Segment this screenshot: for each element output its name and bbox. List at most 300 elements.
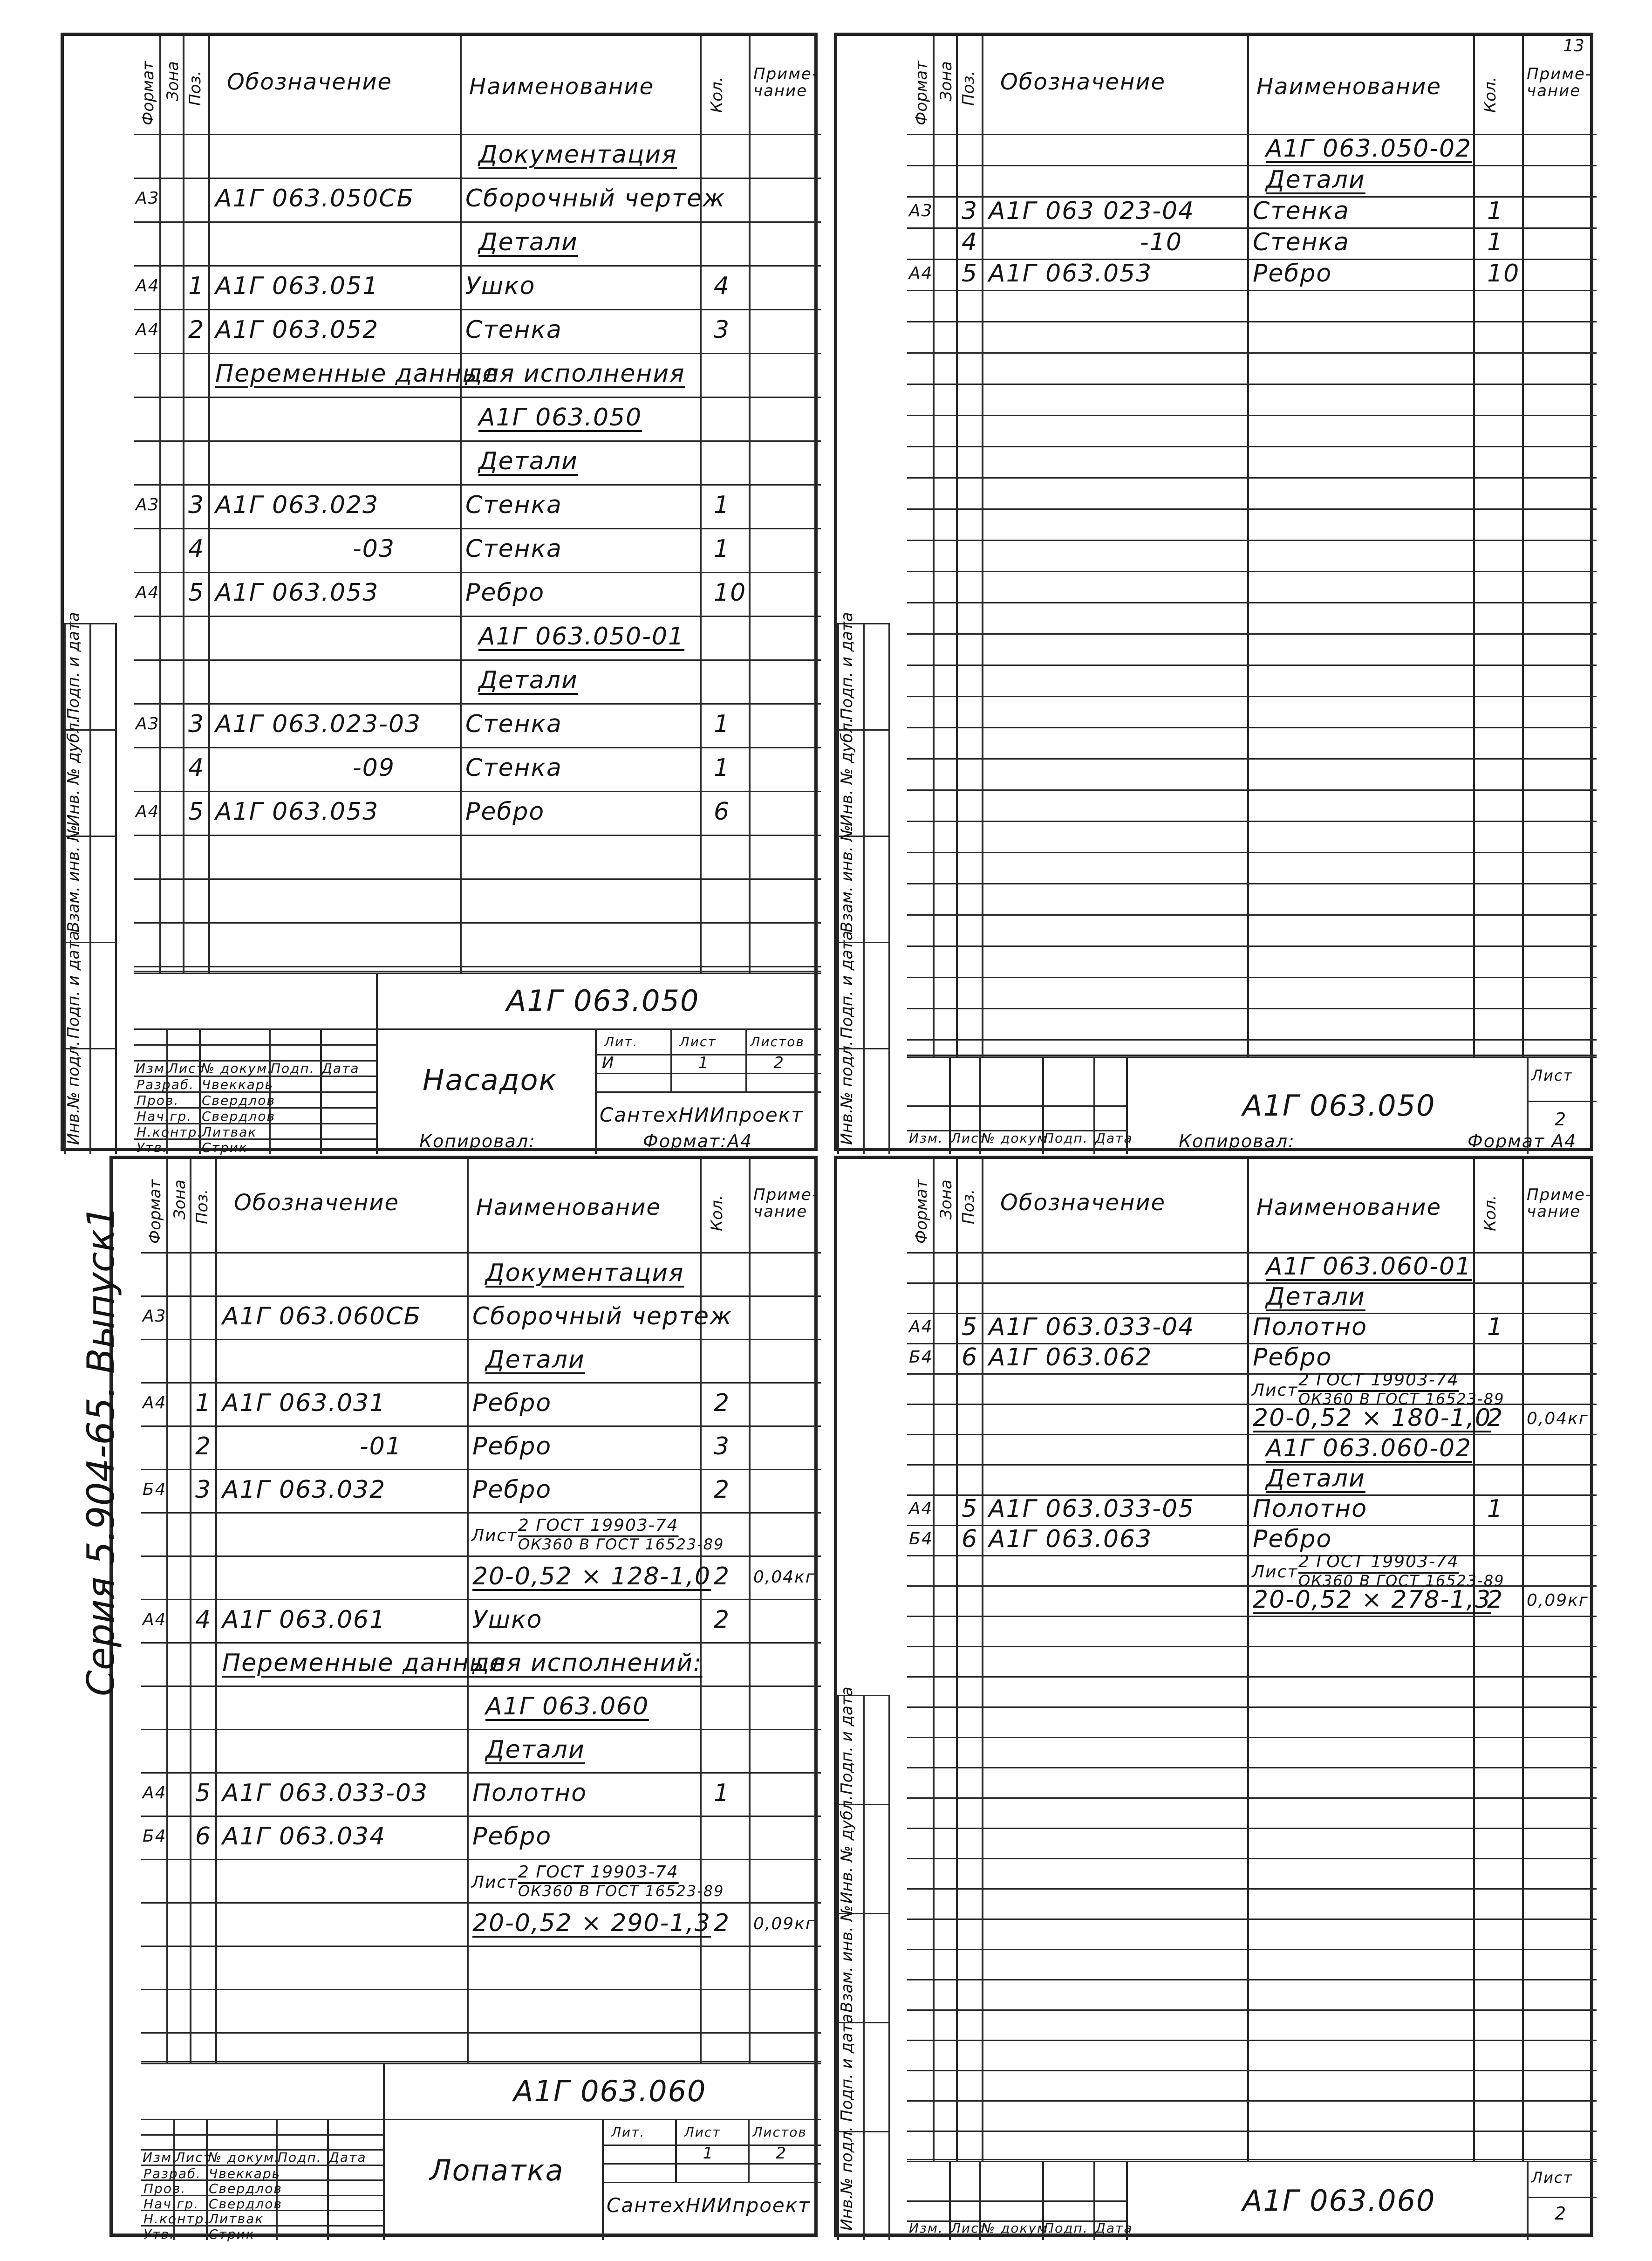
rule-line xyxy=(907,914,1597,916)
cell-name: Ребро xyxy=(465,579,545,607)
cell-format: А4 xyxy=(136,583,160,602)
rule-line xyxy=(907,1797,1597,1799)
rule-line xyxy=(134,659,821,661)
title-block xyxy=(141,2063,821,2240)
series-label: Серия 5.904-65. Выпуск1 xyxy=(79,1206,123,1696)
cell-qty: 3 xyxy=(714,316,730,344)
cell-position: 4 xyxy=(188,754,205,782)
cell-qty: 1 xyxy=(714,754,730,782)
cell-name: Ребро xyxy=(1253,1525,1332,1553)
rule-line xyxy=(907,977,1597,978)
rule-line xyxy=(141,1599,821,1600)
rule-line xyxy=(907,1767,1597,1768)
rule-line xyxy=(602,2119,604,2240)
rule-line xyxy=(134,572,821,573)
cell-name: Полотно xyxy=(1253,1313,1368,1341)
rule-line xyxy=(907,758,1597,760)
rule-line xyxy=(907,2009,1597,2011)
rule-line xyxy=(863,623,865,1154)
stamp-role: Нач.гр. xyxy=(137,1108,192,1124)
rule-line xyxy=(907,1464,1597,1466)
rule-line xyxy=(134,1028,376,1030)
rule-line xyxy=(907,1676,1597,1678)
cell-designation: А1Г 063.053 xyxy=(989,259,1153,288)
cell-position: 4 xyxy=(195,1605,212,1634)
rule-line xyxy=(888,1695,890,2240)
rule-line xyxy=(907,352,1597,354)
cell-format: А4 xyxy=(136,320,160,339)
cell-name: Полотно xyxy=(472,1779,587,1807)
cell-name: для исполнений: xyxy=(472,1649,703,1677)
rule-line xyxy=(134,747,821,748)
rule-line xyxy=(907,446,1597,447)
cell-name: Ребро xyxy=(472,1389,552,1417)
column-header-format: Формат xyxy=(139,61,157,125)
side-stamp-label: Инв.№ подл. xyxy=(64,1041,83,1145)
cell-name: Стенка xyxy=(1253,228,1350,256)
rule-line xyxy=(837,2022,888,2023)
rule-line xyxy=(595,1091,821,1093)
rule-line xyxy=(907,1282,1597,1284)
stamp-column-label: Дата xyxy=(322,1060,360,1076)
rule-line xyxy=(134,616,821,617)
stamp-role: Н.контр. xyxy=(143,2211,210,2227)
lit-label: Лит. xyxy=(611,2124,645,2140)
cell-qty: 2 xyxy=(714,1562,730,1590)
cell-name: Стенка xyxy=(465,710,562,738)
product-name: Лопатка xyxy=(430,2153,564,2187)
rule-line xyxy=(320,1028,322,1154)
cell-qty: 2 xyxy=(1487,1585,1504,1614)
cell-name: Ушко xyxy=(472,1605,543,1634)
material-prefix: Лист xyxy=(471,1526,518,1545)
column-header-zone: Зона xyxy=(937,1179,956,1220)
cell-designation: А1Г 063.053 xyxy=(215,579,379,607)
stamp-person: Литвак xyxy=(202,1124,257,1140)
rule-line xyxy=(190,1159,191,2063)
cell-name: Детали xyxy=(478,666,578,694)
rule-line xyxy=(134,397,821,398)
cell-name: Детали xyxy=(485,1735,585,1764)
material-bottom: ОК360 В ГОСТ 16523-89 xyxy=(1298,1571,1505,1590)
stamp-column-label: Лист xyxy=(951,1130,988,1146)
rule-line xyxy=(907,1252,1597,1254)
cell-name: 20-0,52 × 278-1,3 xyxy=(1253,1585,1492,1614)
rule-line xyxy=(749,36,751,973)
cell-qty: 6 xyxy=(714,798,730,826)
cell-qty: 1 xyxy=(1487,228,1504,256)
cell-position: 1 xyxy=(195,1389,212,1417)
sheets-value: 2 xyxy=(773,1054,785,1072)
rule-line xyxy=(134,484,821,486)
cell-position: 2 xyxy=(195,1432,212,1460)
rule-line xyxy=(141,1252,821,1254)
stamp-column-label: Лист xyxy=(175,2150,212,2165)
sheet-value: 1 xyxy=(703,2144,714,2163)
cell-position: 5 xyxy=(962,259,978,288)
cell-designation: А1Г 063.060СБ xyxy=(222,1302,422,1330)
side-stamp-label: Подп. и дата xyxy=(838,2014,856,2122)
column-header-format: Формат xyxy=(912,61,931,125)
cell-name: Документация xyxy=(485,1259,684,1287)
column-header-name: Наименование xyxy=(476,1194,662,1220)
rule-line xyxy=(134,835,821,836)
sheet-value: 2 xyxy=(1555,1109,1567,1130)
cell-name: Ребро xyxy=(1253,1343,1332,1371)
rule-line xyxy=(907,165,1597,166)
stamp-role: Утв. xyxy=(143,2226,175,2242)
stamp-role: Разраб. xyxy=(137,1077,195,1093)
sheets-label: Листов xyxy=(752,2124,807,2140)
stamp-person: Стрик xyxy=(202,1140,248,1156)
cell-name: А1Г 063.060-02 xyxy=(1266,1434,1472,1462)
cell-qty: 2 xyxy=(714,1909,730,1937)
cell-name: для исполнения xyxy=(465,360,685,388)
material-bottom: ОК360 В ГОСТ 16523-89 xyxy=(518,1882,724,1900)
material-prefix: Лист xyxy=(1252,1562,1298,1582)
rule-line xyxy=(141,2061,821,2062)
rule-line xyxy=(134,791,821,792)
cell-designation: А1Г 063.051 xyxy=(215,272,379,300)
rule-line xyxy=(64,942,115,943)
cell-qty: 2 xyxy=(714,1475,730,1504)
rule-line xyxy=(141,1685,821,1687)
cell-note: 0,09кг xyxy=(1527,1590,1589,1610)
rule-line xyxy=(141,1469,821,1470)
cell-designation: А1Г 063.033-03 xyxy=(222,1779,429,1807)
cell-note: 0,04кг xyxy=(753,1567,815,1587)
rule-line xyxy=(907,1888,1597,1890)
rule-line xyxy=(907,1039,1597,1041)
cell-designation: А1Г 063.062 xyxy=(989,1343,1153,1371)
sheet-2 xyxy=(834,33,1593,1151)
rule-line xyxy=(327,2119,329,2240)
rule-line xyxy=(745,1028,747,1091)
cell-format: А4 xyxy=(143,1610,167,1629)
rule-line xyxy=(933,36,935,1056)
column-header-zone: Зона xyxy=(171,1179,189,1220)
rule-line xyxy=(602,2163,821,2165)
side-stamp-label: Подп. и дата xyxy=(64,931,83,1039)
sheet-4 xyxy=(834,1156,1593,2237)
cell-name: А1Г 063.050 xyxy=(478,404,642,432)
cell-position: 3 xyxy=(188,710,205,738)
cell-position: 5 xyxy=(195,1779,212,1807)
rule-line xyxy=(907,727,1597,728)
rule-line xyxy=(956,36,958,1056)
cell-name: Стенка xyxy=(465,535,562,563)
cell-format: А4 xyxy=(909,1317,933,1336)
stamp-person: Стрик xyxy=(209,2226,255,2242)
side-stamp-label: Подп. и дата xyxy=(838,1686,856,1795)
stamp-role: Н.контр. xyxy=(137,1124,203,1140)
stamp-person: Свердлов xyxy=(209,2181,282,2196)
rule-line xyxy=(837,2131,888,2132)
cell-designation: А1Г 063.023 xyxy=(215,491,379,519)
cell-name: А1Г 063.060 xyxy=(485,1692,649,1720)
rule-line xyxy=(141,2119,383,2120)
rule-line xyxy=(907,2070,1597,2071)
stamp-column-label: Лист xyxy=(168,1060,205,1076)
cell-name: Детали xyxy=(1266,1464,1365,1493)
rule-line xyxy=(141,1816,821,1817)
stamp-person: Литвак xyxy=(209,2211,264,2227)
side-stamp-label: Подп. и дата xyxy=(64,612,83,720)
rule-line xyxy=(907,696,1597,697)
side-stamp xyxy=(837,612,907,1154)
column-header-designation: Обозначение xyxy=(227,69,393,95)
side-stamp xyxy=(837,1686,907,2240)
rule-line xyxy=(1473,36,1475,1056)
rule-line xyxy=(141,1859,821,1860)
cell-format: А3 xyxy=(136,495,160,514)
rule-line xyxy=(134,178,821,179)
stamp-column-label: Изм. xyxy=(909,2220,943,2236)
cell-designation: А1Г 063 023-04 xyxy=(989,197,1195,225)
sheet-1-format: Формат:А4 xyxy=(643,1131,753,1151)
sheet-label: Лист xyxy=(1531,2169,1573,2187)
rule-line xyxy=(907,1008,1597,1009)
column-header-note: Приме-чание xyxy=(1527,65,1592,100)
rule-line xyxy=(907,1056,1597,1058)
cell-position: 5 xyxy=(962,1494,978,1523)
material-prefix: Лист xyxy=(1252,1380,1298,1400)
cell-format: А4 xyxy=(136,276,160,295)
stamp-person: Свердлов xyxy=(209,2196,282,2212)
rule-line xyxy=(907,384,1597,385)
cell-format: А4 xyxy=(136,802,160,821)
cell-position: 3 xyxy=(962,197,978,225)
rule-line xyxy=(907,134,1597,135)
cell-qty: 1 xyxy=(1487,1494,1504,1523)
sheet-3 xyxy=(109,1156,819,2242)
rule-line xyxy=(134,966,821,967)
material-top: 2 ГОСТ 19903-74 xyxy=(518,1862,679,1882)
column-header-qty: Кол. xyxy=(708,1195,726,1231)
column-header-pos: Поз. xyxy=(959,1189,978,1224)
rule-line xyxy=(183,36,184,973)
cell-position: 5 xyxy=(962,1313,978,1341)
stamp-person: Свердлов xyxy=(202,1108,275,1124)
sheets-value: 2 xyxy=(776,2144,787,2163)
cell-designation: -09 xyxy=(353,754,395,782)
cell-format: А4 xyxy=(143,1393,167,1412)
cell-position: 4 xyxy=(962,228,978,256)
rule-line xyxy=(700,36,702,973)
spec-table xyxy=(141,1159,821,2063)
rule-line xyxy=(64,1048,115,1049)
rule-line xyxy=(1522,36,1524,1056)
rule-line xyxy=(907,1918,1597,1920)
rule-line xyxy=(888,623,890,1154)
column-header-note: Приме-чание xyxy=(753,65,819,100)
stamp-column-label: № докум. xyxy=(981,2220,1053,2236)
cell-qty: 10 xyxy=(714,579,747,607)
rule-line xyxy=(907,477,1597,479)
cell-format: А3 xyxy=(136,714,160,733)
rule-line xyxy=(1527,2197,1597,2198)
rule-line xyxy=(208,36,210,973)
rule-line xyxy=(837,1048,888,1049)
title-block xyxy=(134,973,821,1154)
product-name: Насадок xyxy=(423,1063,557,1097)
sheet-label: Лист xyxy=(1531,1067,1573,1085)
cell-name: Детали xyxy=(1266,165,1365,194)
cell-name: Ребро xyxy=(465,798,545,826)
rule-line xyxy=(982,36,983,1056)
rule-line xyxy=(595,1073,821,1074)
sheet-1 xyxy=(61,33,819,1156)
rule-line xyxy=(907,602,1597,603)
cell-format: А4 xyxy=(909,1499,933,1518)
sheet-label: Лист xyxy=(684,2124,721,2140)
cell-format: А4 xyxy=(909,263,933,283)
cell-position: 6 xyxy=(195,1822,212,1850)
cell-designation: А1Г 063.052 xyxy=(215,316,379,344)
rule-line xyxy=(907,1616,1597,1617)
rule-line xyxy=(141,1772,821,1774)
cell-designation: -10 xyxy=(1140,228,1182,256)
cell-position: 1 xyxy=(188,272,205,300)
rule-line xyxy=(141,2063,821,2064)
stamp-person: Чвеккарь xyxy=(209,2165,281,2181)
side-stamp-label: Взам. инв. № xyxy=(838,1905,856,2013)
cell-position: 4 xyxy=(188,535,205,563)
cell-format: А3 xyxy=(909,201,933,220)
rule-line xyxy=(134,353,821,354)
cell-qty: 10 xyxy=(1487,259,1520,288)
cell-designation: А1Г 063.023-03 xyxy=(215,710,422,738)
cell-designation: А1Г 063.031 xyxy=(222,1389,386,1417)
page-number: 13 xyxy=(1563,36,1584,55)
stamp-role: Разраб. xyxy=(143,2165,202,2181)
rule-line xyxy=(907,571,1597,572)
rule-line xyxy=(907,540,1597,541)
stamp-column-label: № докум. xyxy=(201,1060,273,1076)
sheets-label: Листов xyxy=(750,1034,805,1049)
lit-label: Лит. xyxy=(604,1034,638,1049)
rule-line xyxy=(141,1642,821,1644)
cell-position: 5 xyxy=(188,579,205,607)
rule-line xyxy=(907,789,1597,791)
cell-format: Б4 xyxy=(143,1480,167,1499)
cell-name: 20-0,52 × 128-1,0 xyxy=(472,1562,711,1590)
rule-line xyxy=(907,1055,1597,1056)
rule-line xyxy=(907,883,1597,884)
cell-name: Детали xyxy=(478,228,578,256)
rule-line xyxy=(907,1373,1597,1375)
stamp-column-label: № докум. xyxy=(208,2150,280,2165)
rule-line xyxy=(134,1044,376,1046)
column-header-zone: Зона xyxy=(164,61,182,101)
cell-note: 0,04кг xyxy=(1527,1409,1589,1428)
cell-name: А1Г 063.050-01 xyxy=(478,623,685,651)
column-header-pos: Поз. xyxy=(959,70,978,106)
cell-designation: Переменные данные xyxy=(222,1649,505,1677)
rule-line xyxy=(675,2119,677,2182)
rule-line xyxy=(141,1512,821,1514)
cell-designation: А1Г 063.033-05 xyxy=(989,1494,1195,1523)
column-header-format: Формат xyxy=(146,1179,164,1244)
spec-table xyxy=(907,36,1597,1056)
sheet-value: 1 xyxy=(698,1054,710,1072)
side-stamp-label: Инв. № дубл. xyxy=(64,718,83,826)
column-header-format: Формат xyxy=(912,1179,931,1244)
sheet-label: Лист xyxy=(679,1034,717,1049)
rule-line xyxy=(467,1159,469,2063)
spec-table xyxy=(134,36,821,973)
rule-line xyxy=(907,1646,1597,1647)
side-stamp xyxy=(64,612,134,1154)
cell-name: Стенка xyxy=(1253,197,1350,225)
rule-line xyxy=(907,1949,1597,1950)
rule-line xyxy=(141,1382,821,1384)
rule-line xyxy=(460,36,462,973)
rule-line xyxy=(907,1828,1597,1829)
cell-name: Ребро xyxy=(472,1432,552,1460)
rule-line xyxy=(141,1902,821,1904)
rule-line xyxy=(907,290,1597,291)
cell-qty: 1 xyxy=(714,535,730,563)
rule-line xyxy=(907,321,1597,322)
column-header-pos: Поз. xyxy=(186,70,205,106)
sheet-2-copied-by: Копировал: xyxy=(1179,1131,1295,1151)
cell-position: 6 xyxy=(962,1525,978,1553)
cell-name: Ребро xyxy=(472,1475,552,1504)
cell-name: Полотно xyxy=(1253,1494,1368,1523)
side-stamp-label: Инв.№ подл. xyxy=(838,1041,856,1145)
side-stamp-label: Инв. № дубл. xyxy=(838,1795,856,1904)
stamp-role: Пров. xyxy=(137,1093,179,1108)
cell-name: Стенка xyxy=(465,491,562,519)
rule-line xyxy=(748,2119,750,2182)
cell-position: 3 xyxy=(195,1475,212,1504)
rule-line xyxy=(749,1159,751,2063)
document-code: А1Г 063.060 xyxy=(513,2074,707,2108)
spec-table xyxy=(907,1159,1597,2161)
column-header-name: Наименование xyxy=(469,74,655,100)
stamp-column-label: Подп. xyxy=(1044,1130,1088,1146)
cell-designation: А1Г 063.050СБ xyxy=(215,185,415,212)
cell-designation: А1Г 063.053 xyxy=(215,798,379,826)
organization: СантехНИИпроект xyxy=(600,1103,804,1126)
document-code: А1Г 063.060 xyxy=(1242,2184,1436,2218)
rule-line xyxy=(907,1706,1597,1708)
rule-line xyxy=(134,309,821,310)
rule-line xyxy=(134,528,821,529)
cell-format: Б4 xyxy=(143,1826,167,1846)
rule-line xyxy=(134,878,821,880)
rule-line xyxy=(141,1295,821,1297)
rule-line xyxy=(134,221,821,223)
rule-line xyxy=(907,1979,1597,1980)
cell-name: А1Г 063.050-02 xyxy=(1266,134,1472,163)
column-header-zone: Зона xyxy=(937,61,956,101)
side-stamp-label: Взам. инв. № xyxy=(838,825,856,932)
rule-line xyxy=(134,971,821,972)
material-bottom: ОК360 В ГОСТ 16523-89 xyxy=(1298,1390,1505,1408)
stamp-column-label: Дата xyxy=(1095,2220,1133,2236)
stamp-person: Свердлов xyxy=(202,1093,275,1108)
cell-qty: 1 xyxy=(1487,1313,1504,1341)
cell-format: Б4 xyxy=(909,1529,933,1548)
stamp-role: Утв. xyxy=(137,1140,168,1156)
cell-name: Детали xyxy=(485,1345,585,1374)
rule-line xyxy=(907,821,1597,822)
cell-name: Документация xyxy=(478,141,677,169)
stamp-column-label: Лист xyxy=(951,2220,988,2236)
cell-designation: А1Г 063.063 xyxy=(989,1525,1153,1553)
